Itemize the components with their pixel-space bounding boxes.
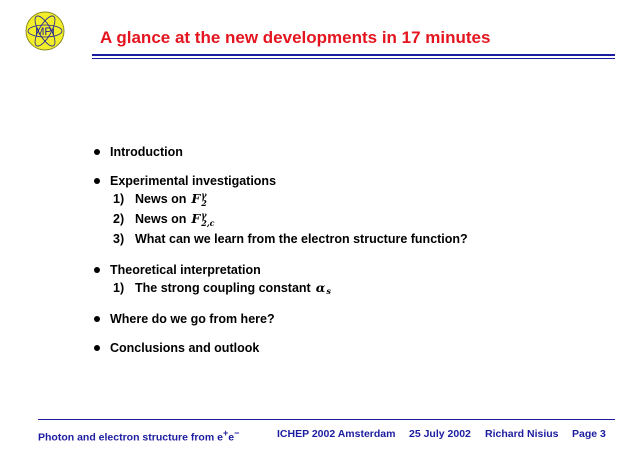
math-f2c-gamma: F γ 2,c [191, 210, 215, 228]
math-alpha-s: α s [315, 280, 331, 296]
footer-date: 25 July 2002 [409, 428, 471, 440]
agenda-item [94, 310, 614, 327]
agenda-item-label: Experimental investigations [110, 173, 277, 188]
subitem-label: News on [135, 212, 187, 226]
agenda-subitem [94, 229, 614, 249]
agenda-item [94, 172, 614, 189]
agenda-subitem [94, 278, 614, 298]
header-rule-thin [92, 58, 615, 59]
subitem-label: News on [135, 192, 187, 206]
subitem-number: 1) [113, 192, 125, 206]
bullet-icon [94, 178, 100, 184]
footer-conference: ICHEP 2002 Amsterdam [277, 428, 396, 440]
agenda-item-label: Conclusions and outlook [110, 340, 260, 355]
agenda-item [94, 261, 614, 278]
agenda-item [94, 143, 614, 160]
footer-topic: Photon and electron structure from e+e− [38, 428, 240, 444]
agenda-subitem [94, 209, 614, 229]
bullet-icon [94, 267, 100, 273]
subitem-number: 2) [113, 212, 125, 226]
footer-page-number: Page 3 [572, 428, 606, 440]
footer-author: Richard Nisius [485, 428, 559, 440]
agenda-list [94, 143, 614, 356]
header-rule [92, 54, 615, 56]
bullet-icon [94, 345, 100, 351]
mpi-logo-icon [24, 10, 66, 52]
agenda-subitem [94, 189, 614, 209]
subitem-label: What can we learn from the electron structure function? [135, 232, 468, 246]
subitem-number: 1) [113, 281, 125, 295]
footer-rule [38, 419, 615, 420]
agenda-item [94, 339, 614, 356]
math-f2-gamma: F γ 2 [191, 190, 207, 208]
slide-title: A glance at the new developments in 17 minutes [100, 28, 491, 47]
bullet-icon [94, 149, 100, 155]
agenda-item-label: Where do we go from here? [110, 311, 275, 326]
agenda-item-label: Theoretical interpretation [110, 262, 261, 277]
subitem-number: 3) [113, 232, 125, 246]
svg-text:MPI: MPI [35, 26, 55, 38]
agenda-item-label: Introduction [110, 144, 183, 159]
subitem-label: The strong coupling constant [135, 281, 311, 295]
bullet-icon [94, 316, 100, 322]
